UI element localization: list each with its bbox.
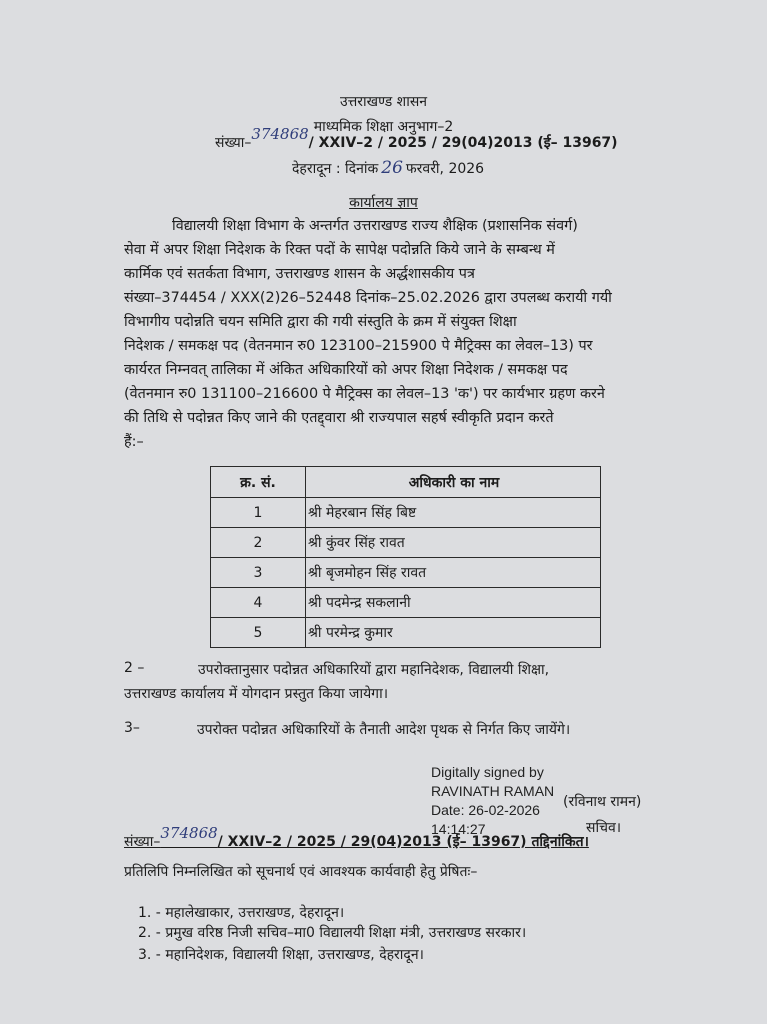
date-prefix: देहरादून : दिनांक: [292, 161, 379, 177]
body-paragraph: [124, 214, 668, 454]
signature-date: Date: 26-02-2026: [431, 802, 540, 818]
endorsement-number-suffix: / XXIV–2 / 2025 / 29(04)2013 (ई– 13967) तद्दिनांकित।: [217, 834, 589, 850]
copy-item-text: प्रमुख वरिष्ठ निजी सचिव–मा0 विद्यालयी शिक्षा मंत्री, उत्तराखण्ड सरकार।: [165, 925, 527, 941]
memo-title-text: कार्यालय ज्ञाप: [349, 195, 418, 211]
column-header-name: अधिकारी का नाम: [306, 467, 601, 498]
copy-item-number: 1. -: [138, 905, 161, 921]
copy-item-text: महानिदेशक, विद्यालयी शिक्षा, उत्तराखण्ड, देहरादून।: [165, 947, 424, 963]
body-line: विद्यालयी शिक्षा विभाग के अन्तर्गत उत्तराखण्ड राज्य शैक्षिक (प्रशासनिक संवर्ग): [172, 218, 578, 234]
table-row: [211, 558, 601, 588]
endorsement-handwritten-number: 374868: [160, 824, 218, 842]
endorsement-intro: प्रतिलिपि निम्नलिखित को सूचनार्थ एवं आवश्यक कार्यवाही हेतु प्रेषितः–: [124, 864, 478, 880]
letter-number-prefix: संख्या–: [215, 135, 252, 151]
digital-signature-block: [431, 763, 554, 839]
table-row: [211, 618, 601, 648]
officers-table: [210, 466, 601, 648]
column-header-serial: क्र. सं.: [211, 467, 306, 498]
name-cell: श्री पदमेन्द्र सकलानी: [306, 588, 601, 618]
signature-line: Digitally signed by: [431, 764, 544, 780]
copy-item-number: 2. -: [138, 925, 161, 941]
body-line: विभागीय पदोन्नति चयन समिति द्वारा की गयी संस्तुति के क्रम में संयुक्त शिक्षा: [124, 314, 517, 330]
name-cell: श्री बृजमोहन सिंह रावत: [306, 558, 601, 588]
body-line: हैं:–: [124, 434, 144, 450]
copy-item: [138, 945, 424, 964]
point-3-text: उपरोक्त पदोन्नत अधिकारियों के तैनाती आदेश पृथक से निर्गत किए जायेंगे।: [197, 722, 571, 738]
body-line: कार्यरत निम्नवत् तालिका में अंकित अधिकारियों को अपर शिक्षा निदेशक / समकक्ष पद: [124, 362, 568, 378]
serial-cell: 4: [211, 588, 306, 618]
table-row: [211, 528, 601, 558]
point-2-number: 2 –: [124, 660, 145, 676]
point-3-number: 3–: [124, 720, 140, 736]
body-line: सेवा में अपर शिक्षा निदेशक के रिक्त पदों के सापेक्ष पदोन्नति किये जाने के सम्बन्ध में: [124, 242, 555, 258]
name-cell: श्री कुंवर सिंह रावत: [306, 528, 601, 558]
date-suffix: फरवरी, 2026: [405, 161, 485, 177]
signatory-designation: सचिव।: [586, 820, 622, 836]
signature-signer: RAVINATH RAMAN: [431, 783, 555, 799]
copy-item-text: महालेखाकार, उत्तराखण्ड, देहरादून।: [165, 905, 345, 921]
section-heading: माध्यमिक शिक्षा अनुभाग–2: [313, 119, 454, 135]
handwritten-number: 374868: [251, 125, 309, 143]
body-line: निदेशक / समकक्ष पद (वेतनमान रु0 123100–215900 पे मैट्रिक्स का लेवल–13) पर: [124, 338, 593, 354]
signature-time: 14:14:27: [431, 821, 486, 837]
memo-title: [0, 193, 767, 212]
letter-number-suffix: / XXIV–2 / 2025 / 29(04)2013 (ई– 13967): [308, 135, 618, 151]
point-2-line-1: उपरोक्तानुसार पदोन्नत अधिकारियों द्वारा महानिदेशक, विद्यालयी शिक्षा,: [198, 662, 550, 678]
body-line: (वेतनमान रु0 131100–216600 पे मैट्रिक्स का लेवल–13 'क') पर कार्यभार ग्रहण करने: [124, 386, 605, 402]
letter-date: [292, 158, 484, 178]
body-line: कार्मिक एवं सतर्कता विभाग, उत्तराखण्ड शासन के अर्द्धशासकीय पत्र: [124, 266, 475, 282]
table-header-row: [211, 467, 601, 498]
copy-item: [138, 903, 344, 922]
signatory-name: (रविनाथ रामन): [563, 794, 642, 810]
serial-cell: 1: [211, 498, 306, 528]
serial-cell: 2: [211, 528, 306, 558]
point-2-line-2: उत्तराखण्ड कार्यालय में योगदान प्रस्तुत किया जायेगा।: [124, 686, 389, 702]
table-row: [211, 498, 601, 528]
serial-cell: 5: [211, 618, 306, 648]
body-line: की तिथि से पदोन्नत किए जाने की एतद्द्वारा श्री राज्यपाल सहर्ष स्वीकृति प्रदान करते: [124, 410, 554, 426]
endorsement-number-prefix: संख्या–: [124, 834, 161, 850]
copy-item: [138, 923, 526, 942]
govt-heading: उत्तराखण्ड शासन: [339, 94, 428, 110]
body-line: संख्या–374454 / XXX(2)26–52448 दिनांक–25.02.2026 द्वारा उपलब्ध करायी गयी: [124, 290, 612, 306]
handwritten-date: 26: [381, 158, 403, 178]
name-cell: श्री परमेन्द्र कुमार: [306, 618, 601, 648]
serial-cell: 3: [211, 558, 306, 588]
name-cell: श्री मेहरबान सिंह बिष्ट: [306, 498, 601, 528]
copy-item-number: 3. -: [138, 947, 161, 963]
table-row: [211, 588, 601, 618]
